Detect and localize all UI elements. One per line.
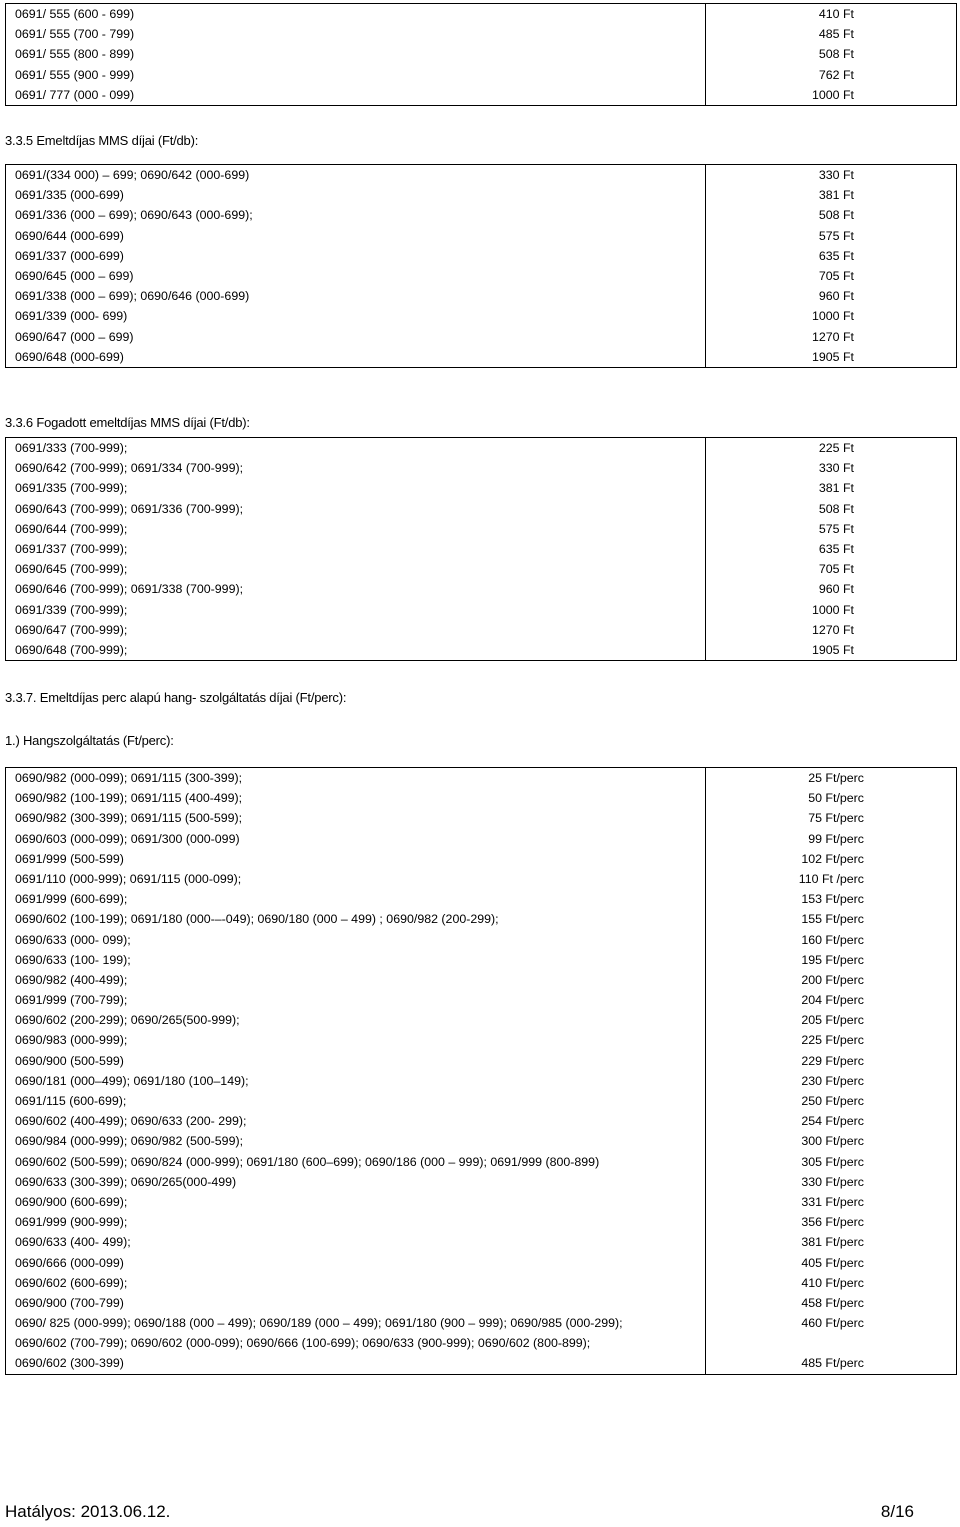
price-table-336 [5,437,957,661]
effective-date: Hatályos: 2013.06.12. [5,1502,171,1521]
price-cell: 410 Ft 485 Ft 508 Ft 762 Ft 1000 Ft [706,4,957,106]
table-row [6,4,957,106]
section-heading-336: 3.3.6 Fogadott emeltdíjas MMS díjai (Ft/db): [5,415,250,430]
price-cell: 25 Ft/perc 50 Ft/perc 75 Ft/perc 99 Ft/perc 102 Ft/perc 110 Ft /perc 153 Ft/perc 155 Ft/perc 160 Ft/perc 195 Ft/perc 200 Ft/perc 204 Ft/perc 205 Ft/perc 225 Ft/perc 229 Ft/perc 230 Ft/perc 250 Ft/perc 254 Ft/perc 300 Ft/perc 305 Ft/perc 330 Ft/perc 331 Ft/perc 356 Ft/perc 381 Ft/perc 405 Ft/perc 410 Ft/perc 458 Ft/perc 460 Ft/perc 485 Ft/perc [706,768,957,1375]
code-cell: 0691/333 (700-999); 0690/642 (700-999); 0691/334 (700-999); 0691/335 (700-999); 0690/643 (700-999); 0691/336 (700-999); 0690/644 (700-999); 0691/337 (700-999); 0690/645 (700-999); 0690/646 (700-999); 0691/338 (700-999); 0691/339 (700-999); 0690/647 (700-999); 0690/648 (700-999); [6,438,706,661]
price-cell: 225 Ft 330 Ft 381 Ft 508 Ft 575 Ft 635 Ft 705 Ft 960 Ft 1000 Ft 1270 Ft 1905 Ft [706,438,957,661]
price-table-335 [5,164,957,368]
section-heading-337: 3.3.7. Emeltdíjas perc alapú hang- szolgáltatás díjai (Ft/perc): [5,690,347,705]
price-cell: 330 Ft 381 Ft 508 Ft 575 Ft 635 Ft 705 Ft 960 Ft 1000 Ft 1270 Ft 1905 Ft [706,165,957,368]
page-number: 8/16 [880,1502,914,1521]
price-table-555 [5,3,957,106]
code-cell: 0690/982 (000-099); 0691/115 (300-399); 0690/982 (100-199); 0691/115 (400-499); 0690/982 (300-399); 0691/115 (500-599); 0690/603 (000-099); 0691/300 (000-099) 0691/999 (500-599) 0691/110 (000-999); 0691/115 (000-099); 0691/999 (600-699); 0690/602 (100-199); 0691/180 (000-–-049); 0690/180 (000 – 499) ; 0690/982 (200-299); 0690/633 (000- 099); 0690/633 (100- 199); 0690/982 (400-499); 0691/999 (700-799); 0690/602 (200-299); 0690/265(500-999); 0690/983 (000-999); 0690/900 (500-599) 0690/181 (000–499); 0691/180 (100–149); 0691/115 (600-699); 0690/602 (400-499); 0690/633 (200- 299); 0690/984 (000-999); 0690/982 (500-599); 0690/602 (500-599); 0690/824 (000-999); 0691/180 (600–699); 0690/186 (000 – 999); 0691/999 (800-899) 0690/633 (300-399); 0690/265(000-499) 0690/900 (600-699); 0691/999 (900-999); 0690/633 (400- 499); 0690/666 (000-099) 0690/602 (600-699); 0690/900 (700-799) 0690/ 825 (000-999); 0690/188 (000 – 499); 0690/189 (000 – 499); 0691/180 (900 – 999); 0690/985 (000-299); 0690/602 (700-799); 0690/602 (000-099); 0690/666 (100-699); 0690/633 (900-999); 0690/602 (800-899); 0690/602 (300-399) [6,768,706,1375]
code-cell: 0691/ 555 (600 - 699) 0691/ 555 (700 - 799) 0691/ 555 (800 - 899) 0691/ 555 (900 - 999) 0691/ 777 (000 - 099) [6,4,706,106]
subheading-voice-service: 1.) Hangszolgáltatás (Ft/perc): [5,733,174,748]
table-row [6,438,957,661]
price-table-337 [5,767,957,1375]
section-heading-335: 3.3.5 Emeltdíjas MMS díjai (Ft/db): [5,133,199,148]
table-row [6,165,957,368]
code-cell: 0691/(334 000) – 699; 0690/642 (000-699) 0691/335 (000-699) 0691/336 (000 – 699); 0690/643 (000-699); 0690/644 (000-699) 0691/337 (000-699) 0690/645 (000 – 699) 0691/338 (000 – 699); 0690/646 (000-699) 0691/339 (000- 699) 0690/647 (000 – 699) 0690/648 (000-699) [6,165,706,368]
table-row [6,768,957,1375]
